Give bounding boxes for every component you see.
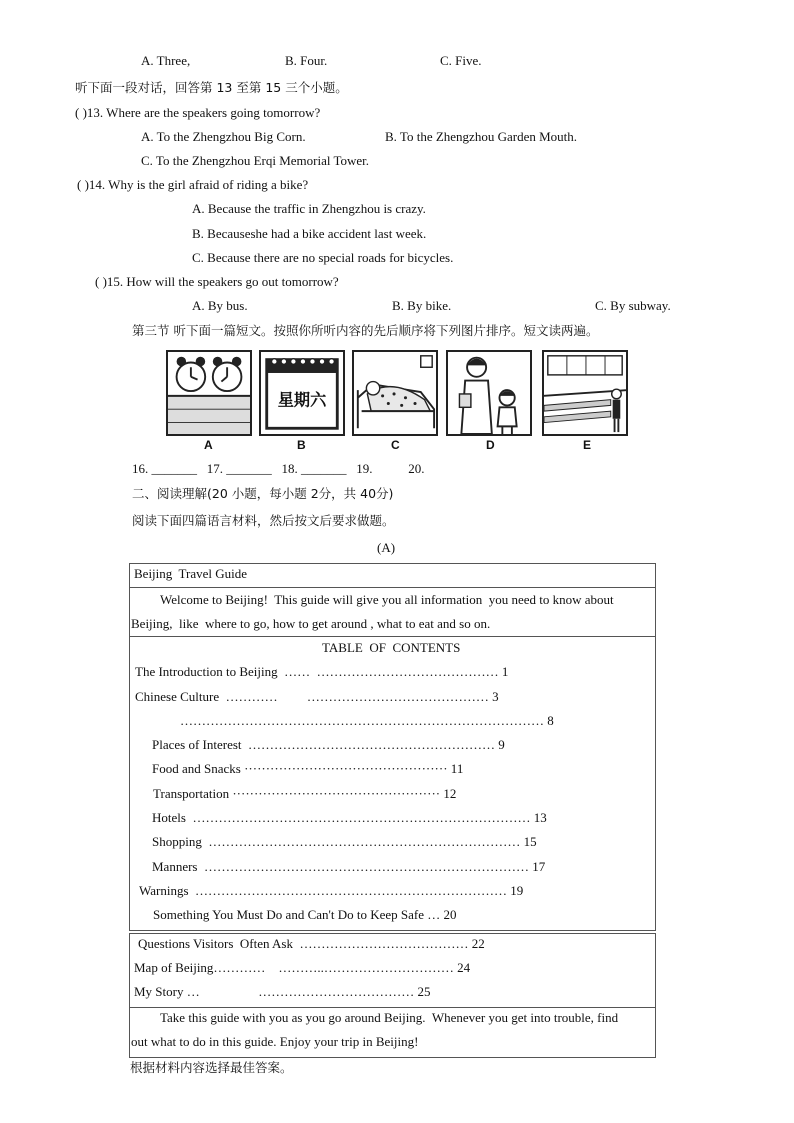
picture-label-b: B: [297, 438, 306, 452]
answer-blanks: 16. _______ 17. _______ 18. _______ 19. 20.: [132, 461, 425, 476]
toc2-entry: Map of Beijing………… ………..………………………… 24: [134, 960, 471, 975]
final-instruction: 根据材料内容选择最佳答案。: [130, 1060, 293, 1075]
part2-title: 二、阅读理解(20 小题，每小题 2分，共 40分): [132, 486, 394, 501]
q14-option-b: B. Becauseshe had a bike accident last week.: [192, 226, 427, 241]
q12-option-b: B. Four.: [285, 53, 328, 68]
picture-label-d: D: [486, 438, 495, 452]
q12-option-a: A. Three,: [141, 53, 191, 68]
calendar-text: 星期六: [277, 390, 327, 410]
toc-entry: Manners ………………………………………………………………… 17: [152, 859, 546, 874]
toc-entry: Transportation ················································ 12: [153, 786, 457, 801]
q15-option-a: A. By bus.: [192, 298, 248, 313]
q13-option-a: A. To the Zhengzhou Big Corn.: [141, 129, 306, 144]
guide-welcome-line1: Welcome to Beijing! This guide will give you all information you need to know about: [160, 592, 614, 607]
picture-label-e: E: [583, 438, 592, 452]
guide-welcome-line2: Beijing, like where to go, how to get around , what to eat and so on.: [131, 616, 491, 631]
picture-b-calendar: [259, 350, 345, 436]
toc-entry: Shopping ……………………………………………………………… 15: [152, 834, 537, 849]
picture-d-mother-and-boy: [446, 350, 532, 436]
toc-entry: Warnings ……………………………………………………………… 19: [139, 883, 524, 898]
guide-closing-line2: out what to do in this guide. Enjoy your trip in Beijing!: [131, 1034, 419, 1049]
dialog-intro: 听下面一段对话，回答第 13 至第 15 三个小题。: [75, 80, 348, 95]
toc-entry: The Introduction to Beijing …… …………………………………… 1: [135, 664, 509, 679]
guide-divider: [129, 1007, 656, 1008]
q13-question: ( )13. Where are the speakers going tomorrow?: [75, 105, 321, 120]
q15-option-c: C. By subway.: [595, 298, 671, 313]
picture-label-c: C: [391, 438, 400, 452]
q14-option-c: C. Because there are no special roads for bicycles.: [192, 250, 454, 265]
toc-entry: Food and Snacks ··············································· 11: [152, 761, 464, 776]
part2-instruction: 阅读下面四篇语言材料，然后按文后要求做题。: [132, 513, 395, 528]
picture-e-classroom: [542, 350, 628, 436]
q15-question: ( )15. How will the speakers go out tomorrow?: [95, 274, 339, 289]
picture-a-alarm-clocks: [166, 350, 252, 436]
toc-entry: Places of Interest ………………………………………………… 9: [152, 737, 505, 752]
q14-option-a: A. Because the traffic in Zhengzhou is crazy.: [192, 201, 426, 216]
guide-title: Beijing Travel Guide: [134, 566, 248, 581]
q12-option-c: C. Five.: [440, 53, 482, 68]
q13-option-b: B. To the Zhengzhou Garden Mouth.: [385, 129, 578, 144]
toc2-entry: My Story … ……………………………… 25: [134, 984, 431, 999]
section3-intro: 第三节 听下面一篇短文。按照你所听内容的先后顺序将下列图片排序。短文读两遍。: [132, 323, 599, 338]
q14-question: ( )14. Why is the girl afraid of riding a bike?: [77, 177, 309, 192]
guide-divider: [129, 587, 656, 588]
q13-option-c: C. To the Zhengzhou Erqi Memorial Tower.: [141, 153, 370, 168]
guide-closing-line1: Take this guide with you as you go around Beijing. Whenever you get into trouble, find: [160, 1010, 619, 1025]
toc-entry: ………………………………………………………………………… 8: [180, 713, 554, 728]
guide-divider: [129, 636, 656, 637]
picture-label-a: A: [204, 438, 213, 452]
toc-entry: Hotels …………………………………………………………………… 13: [152, 810, 547, 825]
picture-c-bed: [352, 350, 438, 436]
passage-label: (A): [377, 540, 396, 555]
toc-entry: Chinese Culture ………… …………………………………… 3: [135, 689, 499, 704]
q15-option-b: B. By bike.: [392, 298, 452, 313]
toc2-entry: Questions Visitors Often Ask ………………………………… 22: [138, 936, 485, 951]
toc-entry: Something You Must Do and Can't Do to Keep Safe … 20: [153, 907, 457, 922]
toc-title: TABLE OF CONTENTS: [322, 640, 461, 655]
